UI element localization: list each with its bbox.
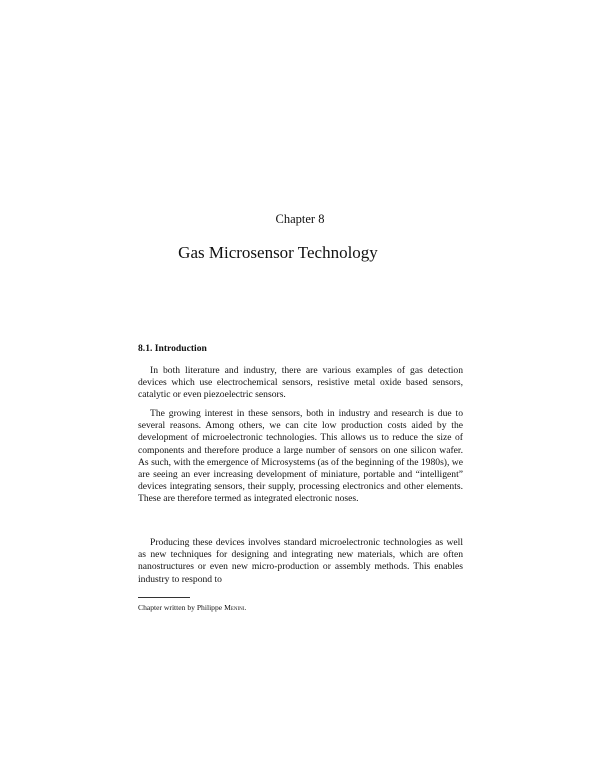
body-paragraph: Producing these devices involves standard microelectronic technologies as well as new techniques for designing and integrating new materials, which are often nanostructures or even new micro-production or assembly methods. This enables industry to respond to — [138, 537, 463, 585]
chapter-label: Chapter 8 — [275, 212, 325, 226]
footnote-author-surname: Menini — [224, 603, 245, 612]
section-heading: 8.1. Introduction — [138, 343, 207, 354]
body-paragraph: In both literature and industry, there are various examples of gas detection devices which use electrochemical sensors, resistive metal oxide based sensors, catalytic or even piezoelectric sensors. — [138, 365, 463, 401]
chapter-title-text: Gas Microsensor Technology — [178, 243, 378, 262]
footnote-divider — [138, 597, 190, 598]
footnote-prefix: Chapter written by Philippe — [138, 603, 225, 612]
footnote — [138, 603, 246, 613]
footnote-suffix: . — [244, 603, 247, 612]
chapter-title — [0, 242, 556, 264]
body-paragraph: The growing interest in these sensors, both in industry and research is due to several reasons. Among others, we can cite low production costs aided by the development of microelectronic technologies. This allows us to reduce the size of components and therefore produce a large number of sensors on one silicon wafer. As such, with the emergence of Microsystems (as of the beginning of the 1980s), we are seeing an ever increasing development of miniature, portable and “intelligent” devices integrating sensors, their supply, processing electronics and other elements. These are therefore termed as integrated electronic noses. — [138, 408, 463, 505]
